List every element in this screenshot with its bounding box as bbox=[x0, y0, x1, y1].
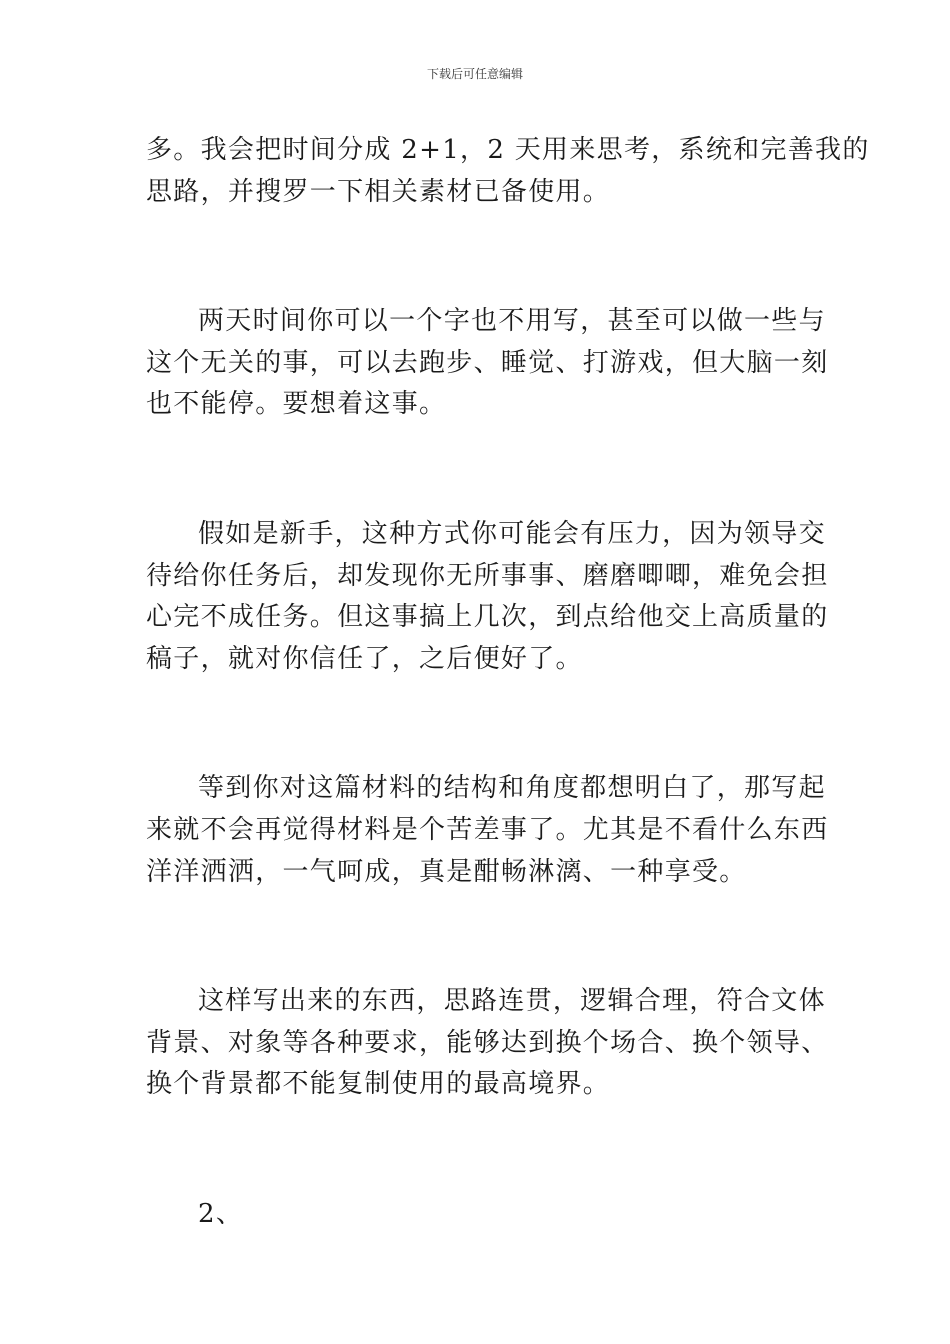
paragraph-6 bbox=[146, 1194, 810, 1236]
paragraph-line: 换个背景都不能复制使用的最高境界。 bbox=[146, 1069, 611, 1100]
paragraph-line: 等到你对这篇材料的结构和角度都想明白了，那写起 bbox=[198, 773, 826, 804]
paragraph-4 bbox=[146, 768, 829, 893]
paragraph-5 bbox=[146, 981, 829, 1106]
paragraph-spacer bbox=[146, 426, 810, 514]
paragraph-spacer bbox=[146, 213, 810, 301]
page-header: 下载后可任意编辑 bbox=[426, 67, 523, 81]
document-body bbox=[146, 130, 870, 1236]
paragraph-line: 心完不成任务。但这事搞上几次，到点给他交上高质量的 bbox=[146, 602, 829, 633]
paragraph-spacer bbox=[146, 893, 810, 981]
paragraph-line: 也不能停。要想着这事。 bbox=[146, 389, 447, 420]
paragraph-line: 洋洋洒洒，一气呵成，真是酣畅淋漓、一种享受。 bbox=[146, 856, 747, 887]
paragraph-line: 待给你任务后，却发现你无所事事、磨磨唧唧，难免会担 bbox=[146, 560, 829, 591]
paragraph-spacer bbox=[146, 1106, 810, 1194]
paragraph-line: 这样写出来的东西，思路连贯，逻辑合理，符合文体 bbox=[198, 986, 826, 1017]
paragraph-line: 假如是新手，这种方式你可能会有压力，因为领导交 bbox=[198, 518, 826, 549]
paragraph-3 bbox=[146, 514, 829, 680]
paragraph-line: 稿子，就对你信任了，之后便好了。 bbox=[146, 643, 583, 674]
paragraph-line: 两天时间你可以一个字也不用写，甚至可以做一些与 bbox=[198, 306, 826, 337]
paragraph-line: 思路，并搜罗一下相关素材已备使用。 bbox=[146, 176, 611, 207]
section-number: 2、 bbox=[198, 1198, 244, 1229]
paragraph-line: 背景、对象等各种要求，能够达到换个场合、换个领导、 bbox=[146, 1027, 829, 1058]
paragraph-line: 来就不会再觉得材料是个苦差事了。尤其是不看什么东西 bbox=[146, 814, 829, 845]
paragraph-spacer bbox=[146, 680, 810, 768]
paragraph-line: 这个无关的事，可以去跑步、睡觉、打游戏，但大脑一刻 bbox=[146, 347, 829, 378]
paragraph-2 bbox=[146, 301, 829, 426]
paragraph-1 bbox=[146, 130, 870, 213]
paragraph-line: 多。我会把时间分成 2+1，2 天用来思考，系统和完善我的 bbox=[146, 135, 870, 165]
